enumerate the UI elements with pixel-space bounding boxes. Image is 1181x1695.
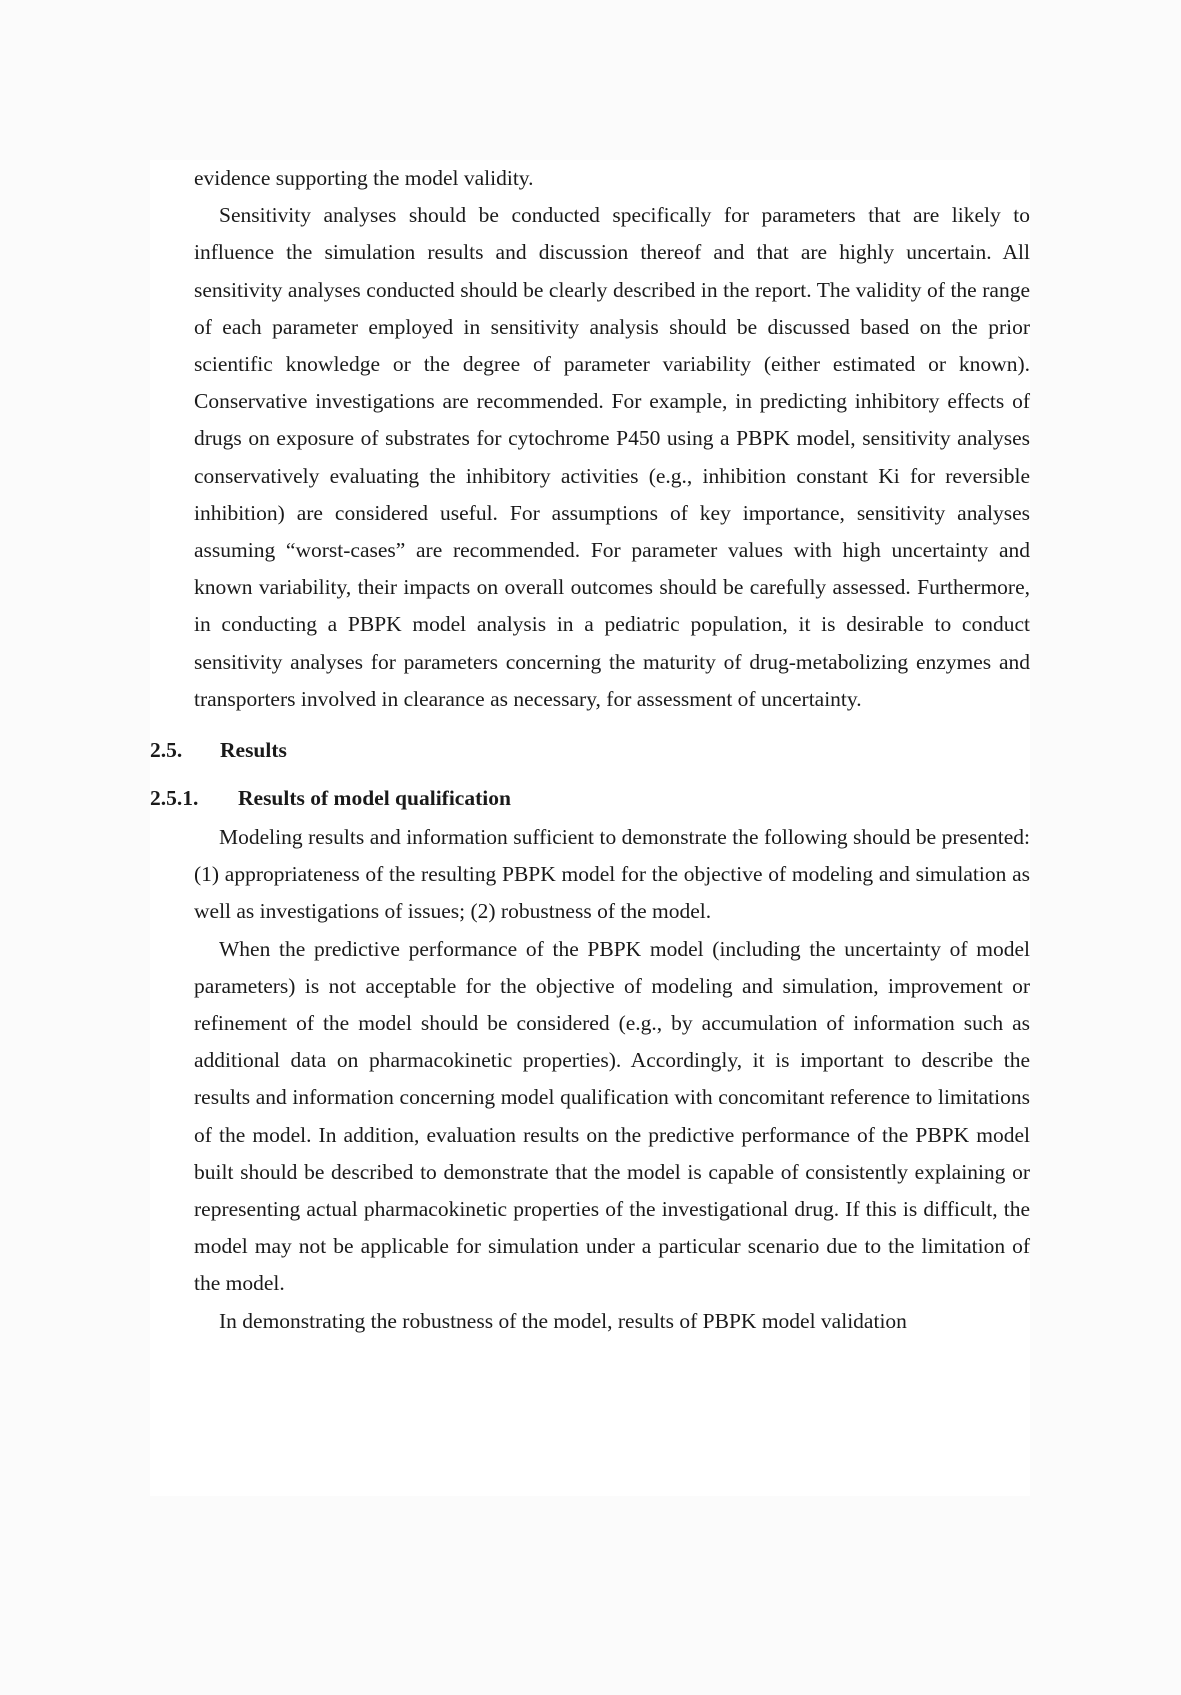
document-page [150, 160, 1030, 1496]
subsection-heading-model-qualification [150, 783, 1030, 813]
section-number: 2.5. [150, 738, 183, 763]
paragraph-predictive-performance: When the predictive performance of the PBPK model (including the uncertainty of model parameters) is not acceptable for the objective of modeling and simulation, improvement or refinement of the model should be considered (e.g., by accumulation of information such as additional data on pharmacokinetic properties). Accordingly, it is important to describe the results and information concerning model qualification with concomitant reference to limitations of the model. In addition, evaluation results on the predictive performance of the PBPK model built should be described to demonstrate that the model is capable of consistently explaining or representing actual pharmacokinetic properties of the investigational drug. If this is difficult, the model may not be applicable for simulation under a particular scenario due to the limitation of the model. [194, 936, 1030, 1296]
subsection-number: 2.5.1. [150, 786, 199, 811]
paragraph-modeling-results: Modeling results and information sufficient to demonstrate the following should be presented: (1) appropriateness of the resulting PBPK model for the objective of modeling and simulation as well as investigations of issues; (2) robustness of the model. [194, 825, 1030, 924]
paragraph-continuation: evidence supporting the model validity. [194, 166, 534, 190]
section-heading-results [150, 735, 1030, 765]
subsection-title: Results of model qualification [238, 786, 511, 811]
section-title: Results [220, 738, 287, 763]
paragraph-robustness: In demonstrating the robustness of the model, results of PBPK model validation [219, 1308, 907, 1333]
paragraph-sensitivity-analyses: Sensitivity analyses should be conducted specifically for parameters that are likely to influence the simulation results and discussion thereof and that are highly uncertain. All sensitivity analyses conducted should be clearly described in the report. The validity of the range of each parameter employed in sensitivity analysis should be discussed based on the prior scientific knowledge or the degree of parameter variability (either estimated or known). Conservative investigations are recommended. For example, in predicting inhibitory effects of drugs on exposure of substrates for cytochrome P450 using a PBPK model, sensitivity analyses conservatively evaluating the inhibitory activities (e.g., inhibition constant Ki for reversible inhibition) are considered useful. For assumptions of key importance, sensitivity analyses assuming “worst-cases” are recommended. For parameter values with high uncertainty and known variability, their impacts on overall outcomes should be carefully assessed. Furthermore, in conducting a PBPK model analysis in a pediatric population, it is desirable to conduct sensitivity analyses for parameters concerning the maturity of drug-metabolizing enzymes and transporters involved in clearance as necessary, for assessment of uncertainty. [194, 203, 1030, 711]
